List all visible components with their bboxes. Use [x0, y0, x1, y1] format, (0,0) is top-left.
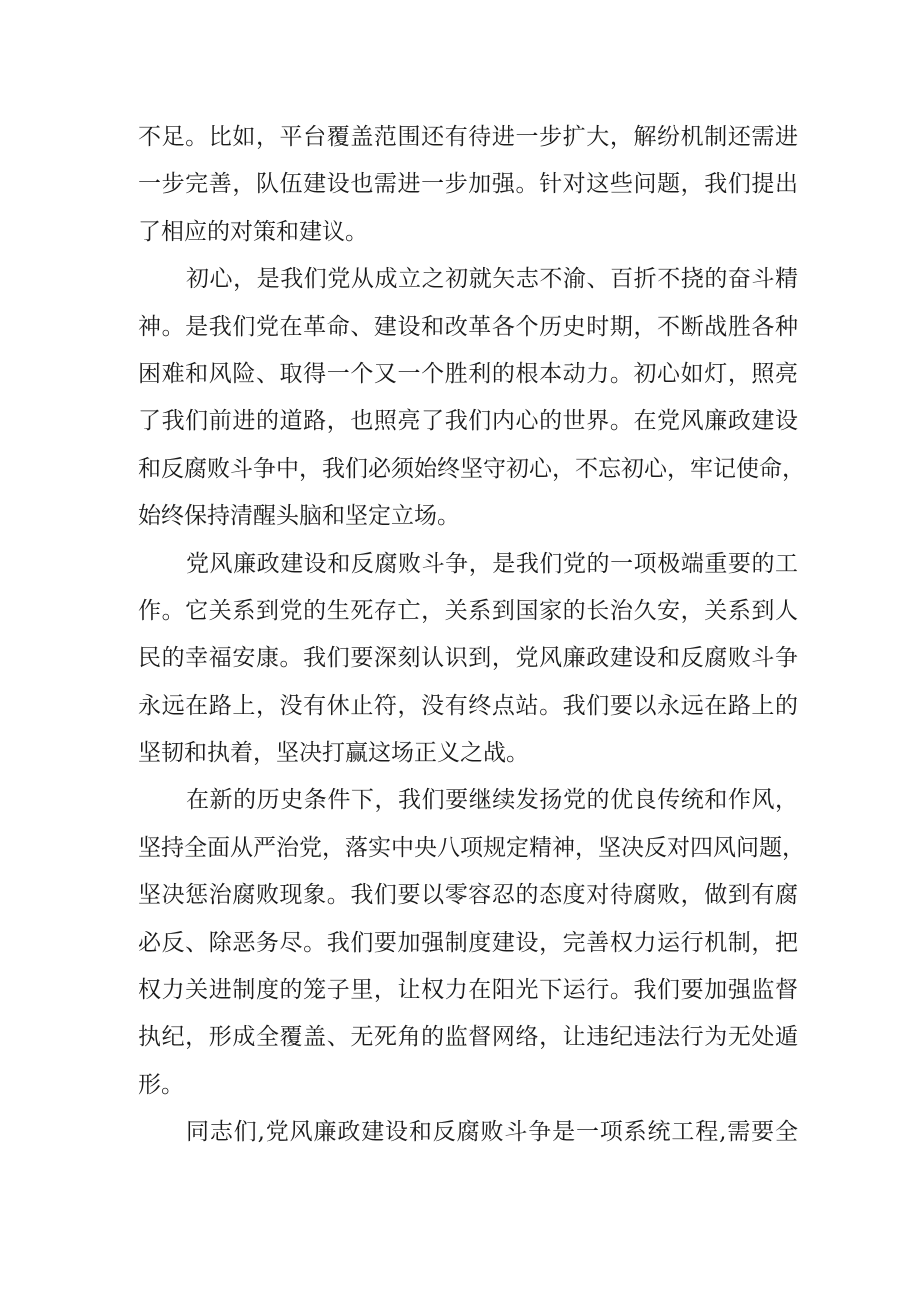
paragraph-line: 神。是我们党在革命、建设和改革各个历史时期，不断战胜各种 — [138, 313, 798, 340]
paragraph-line: 永远在路上，没有休止符，没有终点站。我们要以永远在路上的 — [138, 692, 798, 719]
paragraph-line: 同志们,党风廉政建设和反腐败斗争是一项系统工程,需要全 — [186, 1119, 798, 1146]
paragraph-line: 形。 — [138, 1071, 184, 1098]
paragraph-line: 坚持全面从严治党，落实中央八项规定精神，坚决反对四风问题， — [138, 834, 805, 861]
paragraph-line: 作。它关系到党的生死存亡，关系到国家的长治久安，关系到人 — [138, 597, 798, 624]
paragraph-line: 不足。比如，平台覆盖范围还有待进一步扩大，解纷机制还需进 — [138, 124, 798, 150]
paragraph-line: 执纪，形成全覆盖、无死角的监督网络，让违纪违法行为无处遁 — [138, 1024, 798, 1051]
paragraph-line: 权力关进制度的笼子里，让权力在阳光下运行。我们要加强监督 — [138, 977, 798, 1004]
paragraph-line: 初心，是我们党从成立之初就矢志不渝、百折不挠的奋斗精 — [186, 266, 798, 293]
paragraph-line: 和反腐败斗争中，我们必须始终坚守初心，不忘初心，牢记使命， — [138, 455, 805, 482]
paragraph-line: 困难和风险、取得一个又一个胜利的根本动力。初心如灯，照亮 — [138, 360, 798, 387]
paragraph-line: 一步完善，队伍建设也需进一步加强。针对这些问题，我们提出 — [138, 171, 798, 198]
paragraph-line: 在新的历史条件下，我们要继续发扬党的优良传统和作风， — [186, 787, 798, 814]
document-body — [138, 114, 805, 1157]
paragraph-line: 民的幸福安康。我们要深刻认识到，党风廉政建设和反腐败斗争 — [138, 645, 798, 672]
paragraph-line: 了我们前进的道路，也照亮了我们内心的世界。在党风廉政建设 — [138, 408, 798, 435]
paragraph-line: 始终保持清醒头脑和坚定立场。 — [138, 503, 460, 530]
paragraph-line: 坚决惩治腐败现象。我们要以零容忍的态度对待腐败，做到有腐 — [138, 882, 798, 909]
paragraph-line: 必反、除恶务尽。我们要加强制度建设，完善权力运行机制，把 — [138, 929, 798, 956]
paragraph-line: 党风廉政建设和反腐败斗争，是我们党的一项极端重要的工 — [186, 550, 798, 577]
paragraph-line: 了相应的对策和建议。 — [138, 218, 368, 245]
paragraph-line: 坚韧和执着，坚决打赢这场正义之战。 — [138, 740, 529, 767]
